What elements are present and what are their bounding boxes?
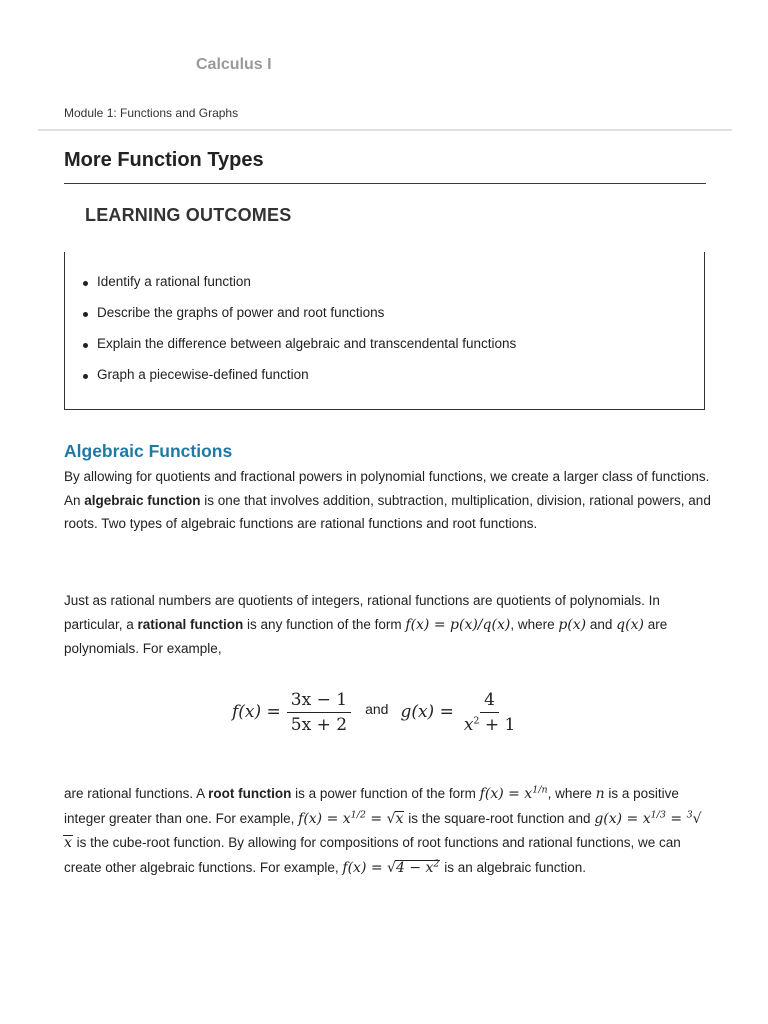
course-title[interactable]: Calculus I [196,56,272,73]
learning-outcomes-heading: LEARNING OUTCOMES [85,205,292,225]
section-heading: Algebraic Functions [64,441,233,461]
title-divider [64,183,706,184]
math-inline: p(x) [558,616,587,633]
list-item: Graph a piecewise-defined function [97,367,309,382]
paragraph-root: are rational functions. A root function is a power function of the form $f(x) = x^{1/n}$, where n is a positive integer greater than one. For example, $f(x) = x^{1/2} = √x$ is the square-root function and $g(x) = x^{1/3} = ^3√x$ is the cube-root function. By allowing for compositions of root functions and rational functions, we can create other algebraic functions. For example, $f(x) = √4 - x^2$ is an algebraic function. [64,784,702,876]
math-inline: n [595,786,605,802]
paragraph-algebraic: By allowing for quotients and fractional powers in polynomial functions, we create a larger class of functions. An algebraic function is one that involves addition, subtraction, multiplication, division, rational powers, and roots. Two types of algebraic functions are rational functions and root functions. [64,469,711,531]
math-inline: $f(x) = √4 - x^2$ [342,857,440,876]
term-root-function: root function [208,786,292,801]
term-rational-function: rational function [137,616,244,632]
math-inline: f(x) = p(x)/q(x) [405,616,511,633]
list-item: Describe the graphs of power and root functions [97,305,385,320]
math-inline: q(x) [616,616,644,633]
learning-outcomes-box [64,252,705,410]
math-inline: $f(x) = x^{1/n}$ [479,784,548,802]
list-item: Explain the difference between algebraic and transcendental functions [97,336,517,351]
fraction-g: $\frac{4}{x^2 + 1}$ [463,689,516,735]
math-inline: $g(x) = x^{1/3} = ^3√x$ [64,808,702,851]
math-inline: $f(x) = x^{1/2} = √x$ [298,808,404,827]
display-equation: f(x) = $\frac{3x - 1}{5x + 2}$ and g(x) = $\frac{4}{x^2 + 1}$ [232,682,525,742]
paragraph-rational: Just as rational numbers are quotients of integers, rational functions are quotients of polynomials. In particular, a rational function is any function of the form f(x) = p(x)/q(x), where p(x) and q(x) are polynomials. For example, [64,593,668,656]
term-algebraic-function: algebraic function [84,492,201,508]
breadcrumb[interactable]: Module 1: Functions and Graphs [64,106,239,120]
fraction-f: $\frac{3x - 1}{5x + 2}$ [287,690,351,735]
header-divider [38,129,732,131]
list-item: Identify a rational function [97,274,251,289]
page-title: More Function Types [64,149,264,171]
